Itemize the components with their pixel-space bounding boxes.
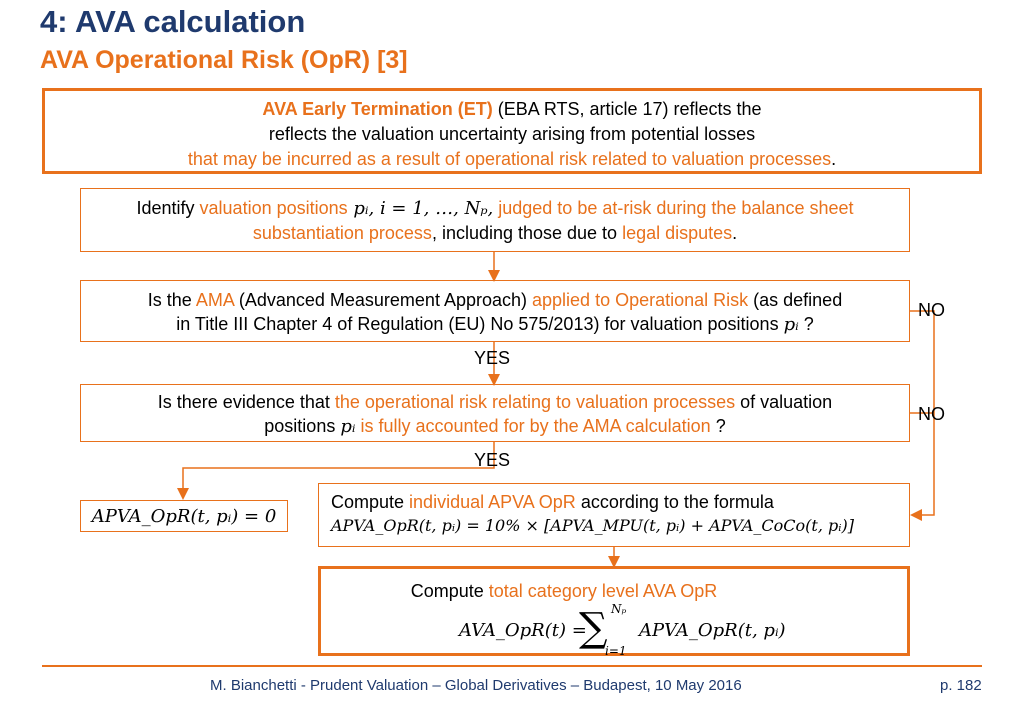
intro-text: (EBA RTS, article 17) reflects the	[492, 99, 762, 119]
apva-zero-formula: APVA_OpR(t, pᵢ) = 0	[91, 506, 277, 527]
step2-text-4: in Title III Chapter 4 of Regulation (EU) No 575/2013) for valuation positions	[176, 314, 784, 334]
page-number: p. 182	[940, 677, 982, 694]
no-label-1: NO	[918, 300, 945, 320]
yes-label-1: YES	[474, 348, 511, 368]
step2-text: Is the	[147, 290, 196, 310]
step1-highlight-2: judged to be at-risk during the balance sheet	[493, 198, 854, 218]
total-highlight: total category level AVA OpR	[488, 581, 718, 601]
step2-highlight: AMA	[195, 290, 234, 310]
step1-highlight: valuation positions	[199, 198, 348, 218]
step3-text-3: positions	[264, 416, 341, 436]
intro-line3-highlight: that may be incurred as a result of operational risk related to valuation processes	[187, 149, 832, 169]
total-formula-left: AVA_OpR(t) =	[459, 620, 587, 641]
step2-highlight-2: applied to Operational Risk	[532, 290, 749, 310]
footer-text: M. Bianchetti - Prudent Valuation – Global Derivatives – Budapest, 10 May 2016	[210, 677, 742, 694]
step2-text-2: (Advanced Measurement Approach)	[233, 290, 533, 310]
step3-math: pᵢ	[340, 416, 356, 437]
step3-highlight-2: is fully accounted for by the AMA calculation	[355, 416, 711, 436]
intro-line3-end: .	[831, 149, 837, 169]
page-subtitle: AVA Operational Risk (OpR) [3]	[40, 46, 408, 74]
step2-text-3: (as defined	[748, 290, 843, 310]
step3-text-2: of valuation	[735, 392, 833, 412]
step1-text-3: .	[732, 223, 738, 243]
compute-text-2: according to the formula	[575, 492, 774, 512]
step3-text: Is there evidence that	[157, 392, 335, 412]
intro-line2: reflects the valuation uncertainty arising from potential losses	[268, 124, 756, 144]
step3-text-4: ?	[710, 416, 726, 436]
arrow-step3-to-zero	[183, 442, 494, 494]
step1-highlight-4: legal disputes	[622, 223, 733, 243]
step1-math: pᵢ, i = 1, …, Nₚ,	[347, 198, 494, 219]
yes-label-2: YES	[474, 450, 511, 470]
footer-divider	[42, 665, 982, 667]
step1-text-2: , including those due to	[431, 223, 623, 243]
sum-symbol: ∑	[579, 605, 608, 651]
compute-highlight: individual APVA OpR	[409, 492, 576, 512]
step1-text: Identify	[136, 198, 200, 218]
sum-upper-limit: Nₚ	[611, 602, 627, 616]
sum-lower-limit: i=1	[605, 644, 627, 658]
no-label-2: NO	[918, 404, 945, 424]
step3-highlight: the operational risk relating to valuation processes	[334, 392, 736, 412]
total-text: Compute	[410, 581, 489, 601]
intro-highlight: AVA Early Termination (ET)	[262, 99, 493, 119]
step2-math: pᵢ	[783, 314, 799, 335]
total-formula-right: APVA_OpR(t, pᵢ)	[639, 620, 786, 641]
page-title: 4: AVA calculation	[40, 4, 306, 39]
compute-text: Compute	[331, 492, 410, 512]
compute-formula: APVA_OpR(t, pᵢ) = 10% × [APVA_MPU(t, pᵢ) + APVA_CoCo(t, pᵢ)]	[331, 516, 854, 535]
step1-highlight-3: substantiation process	[252, 223, 432, 243]
step2-text-5: ?	[798, 314, 814, 334]
